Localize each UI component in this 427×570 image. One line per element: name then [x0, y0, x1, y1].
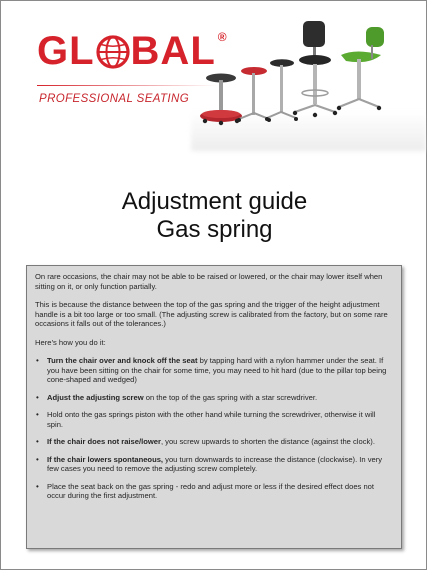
steps-list [35, 356, 393, 501]
bullet-icon: • [36, 356, 39, 365]
logo-text-right: BAL [130, 29, 216, 73]
list-item [35, 356, 393, 385]
step-bold: If the chair does not raise/lower [47, 437, 161, 446]
step-text: on the top of the gas spring with a star screwdriver. [143, 392, 318, 402]
saddle-chair-green-icon [337, 27, 384, 110]
step-text: Hold onto the gas springs piston with the other hand while turning the screwdriver, otherwise it will spin. [47, 410, 376, 429]
step-bold: If the chair lowers spontaneous, [47, 454, 164, 464]
step-text: , you screw upwards to shorten the distance (against the clock). [160, 437, 375, 446]
tagline: PROFESSIONAL SEATING [39, 93, 190, 105]
bullet-icon: • [36, 410, 39, 419]
bullet-icon: • [36, 437, 39, 446]
list-item [35, 482, 393, 501]
stool-red-seat-icon [237, 67, 271, 122]
list-item [35, 410, 393, 429]
intro-paragraph-1: On rare occasions, the chair may not be able to be raised or lowered, or the chair may lower itself when sitting on it, or only function partially. [35, 272, 383, 291]
bullet-icon: • [36, 454, 39, 464]
logo-underline [37, 85, 217, 86]
title-line-2: Gas spring [156, 216, 273, 243]
stool-black-icon [265, 59, 298, 121]
logo-text-left: GL [37, 29, 95, 73]
stool-red-base-icon [200, 74, 242, 126]
header [1, 1, 426, 151]
intro-paragraph-3: Here’s how you do it: [35, 337, 106, 347]
step-bold: Turn the chair over and knock off the seat [47, 356, 198, 365]
page-title [1, 188, 427, 244]
step-text: by tapping hard with a nylon hammer under the seat. If you have been sitting on the chair for some time, you may need to hit hard (due to the pillar top being cone-shaped and wedged) [47, 356, 387, 384]
chairs-photo [191, 15, 426, 145]
bullet-icon: • [36, 392, 39, 402]
instructions-content [35, 272, 393, 509]
list-item [35, 393, 393, 403]
list-item [35, 455, 393, 474]
step-text: you turn downwards to increase the distance (clockwise). In very few cases you need to remove the adjusting screw completely. [47, 454, 383, 473]
title-line-1: Adjustment guide [121, 188, 308, 215]
list-item [35, 437, 393, 447]
intro-paragraph-2: This is because the distance between the top of the gas spring and the trigger of the height adjustment handle is a bit too large or too small. (The adjusting screw is calibrated from the factory, but on some rare occasions it falls out of the tolerances.) [35, 300, 388, 328]
step-text: Place the seat back on the gas spring - redo and adjust more or less if the desired effect does not occur during the first adjustment. [47, 481, 375, 500]
instructions-box [26, 265, 402, 549]
office-chair-black-icon [293, 21, 337, 117]
step-bold: Adjust the adjusting screw [47, 392, 144, 402]
registered-mark: ® [217, 30, 228, 44]
bullet-icon: • [36, 481, 39, 491]
globe-icon [96, 35, 130, 69]
